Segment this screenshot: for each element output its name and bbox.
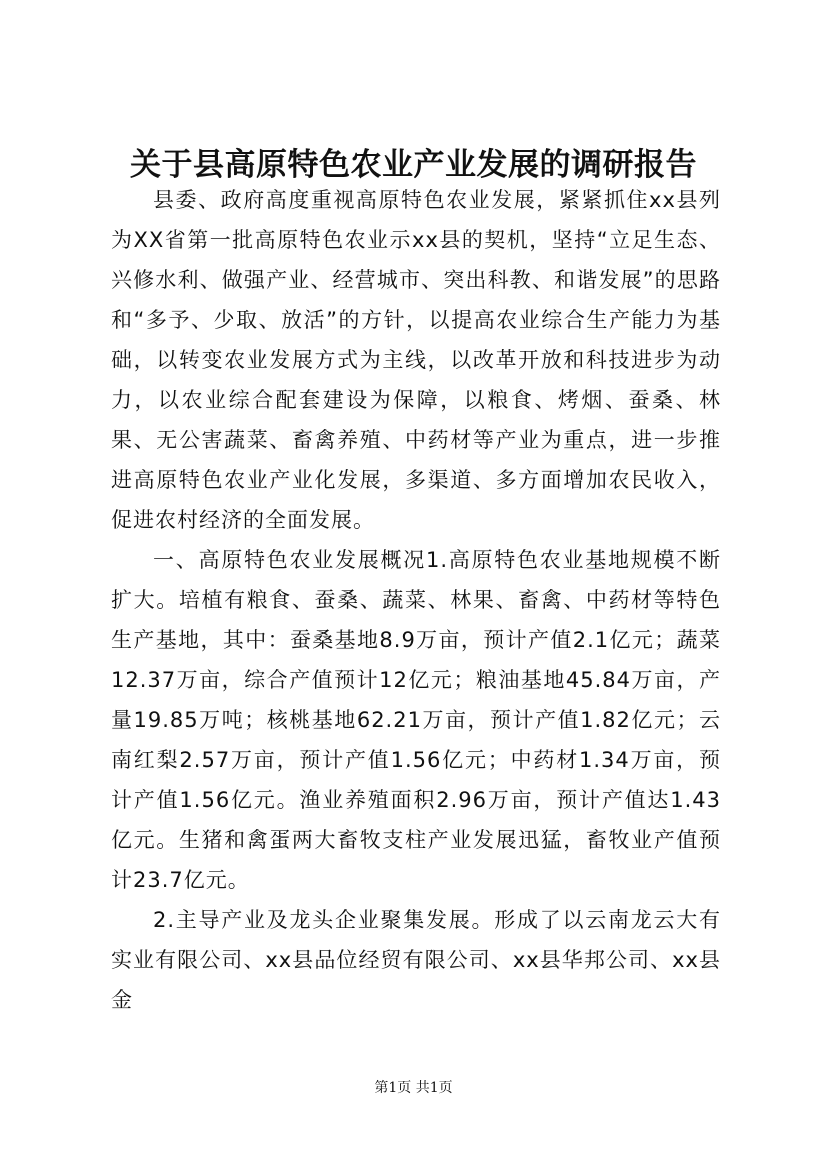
document-body — [111, 180, 721, 1020]
document-title: 关于县高原特色农业产业发展的调研报告 — [130, 147, 697, 183]
paragraph-industry: 2.主导产业及龙头企业聚集发展。形成了以云南龙云大有实业有限公司、xx县品位经贸有限公司、xx县华邦公司、xx县金 — [111, 908, 721, 1012]
page-number-footer: 第1页 共1页 — [374, 1080, 453, 1096]
paragraph-intro: 县委、政府高度重视高原特色农业发展，紧紧抓住xx县列为XX省第一批高原特色农业示xx县的契机，坚持“立足生态、兴修水利、做强产业、经营城市、突出科教、和谐发展”的思路和“多予、少取、放活”的方针，以提高农业综合生产能力为基础，以转变农业发展方式为主线，以改革开放和科技进步为动力，以农业综合配套建设为保障，以粮食、烤烟、蚕桑、林果、无公害蔬菜、畜禽养殖、中药材等产业为重点，进一步推进高原特色农业产业化发展，多渠道、多方面增加农民收入，促进农村经济的全面发展。 — [111, 188, 721, 532]
paragraph-overview: 一、高原特色农业发展概况1.高原特色农业基地规模不断扩大。培植有粮食、蚕桑、蔬菜、林果、畜禽、中药材等特色生产基地，其中：蚕桑基地8.9万亩，预计产值2.1亿元；蔬菜12.37万亩，综合产值预计12亿元；粮油基地45.84万亩，产量19.85万吨；核桃基地62.21万亩，预计产值1.82亿元；云南红梨2.57万亩，预计产值1.56亿元；中药材1.34万亩，预计产值1.56亿元。渔业养殖面积2.96万亩，预计产值达1.43亿元。生猪和禽蛋两大畜牧支柱产业发展迅猛，畜牧业产值预计23.7亿元。 — [111, 548, 721, 892]
